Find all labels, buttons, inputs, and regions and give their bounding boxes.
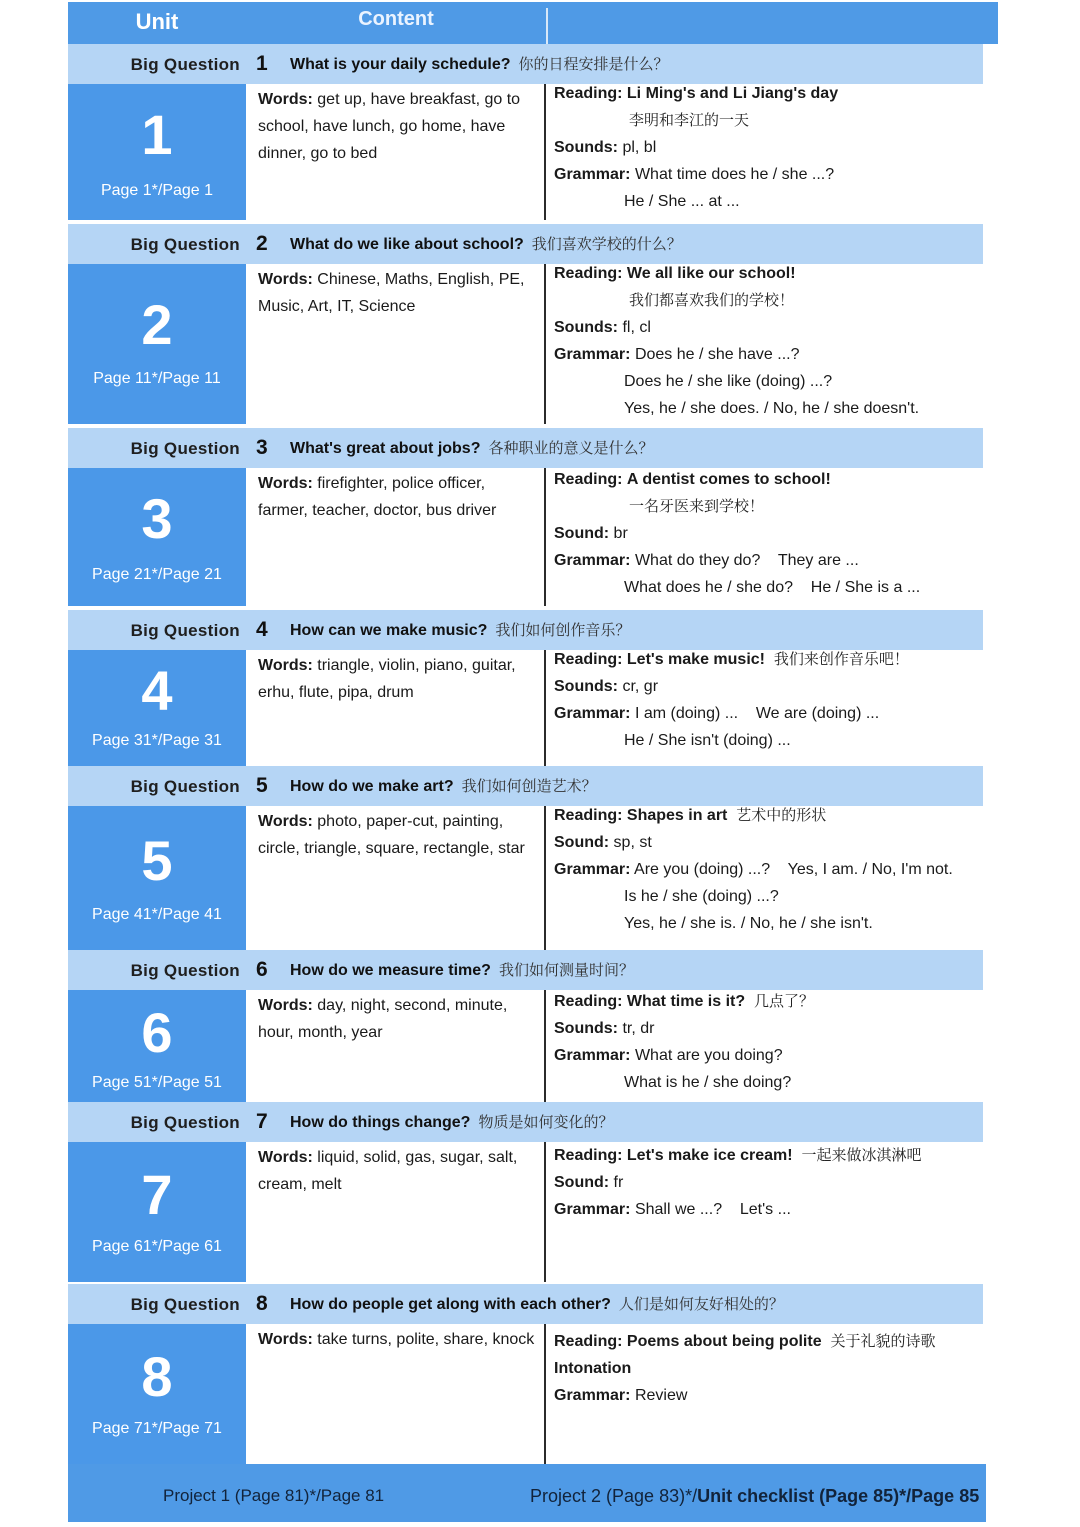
unit-4-block [68, 610, 998, 766]
grammar-line: What do they do? They are ... [634, 552, 859, 569]
unit-number-cell[interactable] [68, 84, 246, 220]
unit-number: 1 [141, 103, 173, 166]
question-zh: 你的日程安排是什么？ [518, 55, 669, 73]
grammar-line: Shall we ...? Let's ... [634, 1201, 791, 1218]
reading-cell [554, 80, 994, 215]
unit-number: 2 [141, 293, 173, 356]
big-question-text [290, 610, 630, 650]
question-number: 4 [256, 618, 268, 641]
header-row [68, 2, 998, 44]
grammar-label: Grammar: [554, 1047, 631, 1064]
sounds-label: Sounds: [554, 319, 618, 336]
unit-number-cell[interactable] [68, 1142, 246, 1282]
big-question-label: Big Question [130, 55, 240, 74]
words-label: Words: [258, 91, 313, 108]
grammar-label: Grammar: [554, 1201, 631, 1218]
big-question-text [290, 1102, 613, 1142]
reading-title-zh: 我们都喜欢我们的学校！ [629, 291, 795, 309]
grammar-line: Yes, he / she is. / No, he / she isn't. [624, 915, 873, 932]
big-question-text [290, 766, 597, 806]
column-divider [544, 84, 546, 220]
sounds-label: Sound: [554, 1174, 610, 1191]
sounds-label: Sounds: [554, 678, 618, 695]
words-list: firefighter, police officer, farmer, teacher, doctor, bus driver [258, 475, 497, 519]
unit-5-block [68, 766, 998, 950]
grammar-line: He / She isn't (doing) ... [624, 732, 791, 749]
grammar-line: Is he / she (doing) ...? [624, 888, 779, 905]
words-label: Words: [258, 1331, 313, 1348]
words-list: triangle, violin, piano, guitar, erhu, flute, pipa, drum [258, 657, 516, 701]
big-question-label: Big Question [130, 621, 240, 640]
unit-number: 5 [141, 829, 173, 892]
words-cell [258, 652, 538, 706]
unit-number: 8 [141, 1345, 173, 1408]
unit-number-cell[interactable] [68, 650, 246, 766]
column-divider [544, 650, 546, 766]
grammar-line: Does he / she like (doing) ...? [624, 373, 833, 390]
unit-number: 7 [141, 1163, 173, 1226]
unit-column-header: Unit [135, 9, 179, 34]
big-question-label: Big Question [130, 777, 240, 796]
words-label: Words: [258, 475, 313, 492]
words-cell [258, 1326, 538, 1353]
page-reference[interactable]: Page 21*/Page 21 [92, 566, 222, 583]
reading-label: Reading: [554, 651, 623, 668]
reading-title-zh: 几点了？ [754, 992, 815, 1010]
project-2-text: Project 2 (Page 83)*/ [530, 1486, 698, 1506]
words-label: Words: [258, 657, 313, 674]
reading-title-zh: 关于礼貌的诗歌 [830, 1332, 936, 1350]
words-list: liquid, solid, gas, sugar, salt, cream, melt [258, 1149, 518, 1193]
grammar-label: Grammar: [554, 705, 631, 722]
sounds-label: Sound: [554, 834, 610, 851]
sounds-value: tr, dr [622, 1020, 655, 1037]
reading-cell [554, 466, 994, 601]
words-list: Chinese, Maths, English, PE, Music, Art, IT, Science [258, 271, 525, 315]
content-column-header: Content [358, 8, 434, 30]
big-question-label: Big Question [130, 235, 240, 254]
big-question-text [290, 224, 682, 264]
reading-title: What time is it? [626, 993, 746, 1010]
grammar-line: He / She ... at ... [624, 193, 740, 210]
reading-cell [554, 802, 994, 937]
words-label: Words: [258, 1149, 313, 1166]
reading-title-zh: 一起来做冰淇淋吧 [801, 1146, 922, 1164]
grammar-line: What are you doing? [634, 1047, 783, 1064]
unit-8-block [68, 1284, 998, 1464]
column-divider [544, 1324, 546, 1464]
words-list: day, night, second, minute, hour, month, year [258, 997, 508, 1041]
big-question-label: Big Question [130, 439, 240, 458]
grammar-label: Grammar: [554, 346, 631, 363]
header-divider [546, 8, 548, 44]
question-number: 6 [256, 958, 268, 981]
words-label: Words: [258, 813, 313, 830]
big-question-label: Big Question [130, 961, 240, 980]
reading-title: Li Ming's and Li Jiang's day [626, 85, 839, 102]
column-divider [544, 806, 546, 950]
words-cell [258, 266, 538, 320]
unit-number: 3 [141, 487, 173, 550]
intonation-label: Intonation [554, 1360, 632, 1377]
reading-title-zh: 一名牙医来到学校！ [629, 497, 765, 515]
grammar-label: Grammar: [554, 861, 631, 878]
grammar-line: What does he / she do? He / She is a ... [624, 579, 921, 596]
sounds-value: fr [613, 1174, 624, 1191]
unit-checklist-text: Unit checklist (Page 85)*/Page 85 [697, 1486, 980, 1506]
reading-label: Reading: [554, 993, 623, 1010]
grammar-line: Yes, he / she does. / No, he / she doesn't. [624, 400, 920, 417]
unit-number-cell[interactable] [68, 264, 246, 424]
words-cell [258, 470, 538, 524]
question-number: 8 [256, 1292, 268, 1315]
words-cell [258, 1144, 538, 1198]
question-number: 2 [256, 232, 268, 255]
grammar-line: Are you (doing) ...? Yes, I am. / No, I'm not. [634, 861, 953, 878]
words-cell [258, 992, 538, 1046]
sounds-value: cr, gr [622, 678, 659, 695]
unit-6-block [68, 950, 998, 1102]
reading-title: Poems about being polite [626, 1333, 822, 1350]
question-en: How can we make music? [290, 622, 488, 639]
words-list: get up, have breakfast, go to school, have lunch, go home, have dinner, go to bed [258, 91, 521, 162]
question-zh: 我们如何创作音乐？ [495, 621, 631, 639]
page-reference[interactable]: Page 61*/Page 61 [92, 1238, 222, 1255]
grammar-line: Review [634, 1387, 688, 1404]
unit-7-block [68, 1102, 998, 1282]
question-number: 3 [256, 436, 268, 459]
column-divider [544, 990, 546, 1102]
unit-number: 6 [141, 1001, 173, 1064]
question-en: What's great about jobs? [290, 440, 481, 457]
question-zh: 我们喜欢学校的什么？ [531, 235, 682, 253]
unit-1-block [68, 44, 998, 220]
page-reference[interactable]: Page 51*/Page 51 [92, 1074, 222, 1091]
page-reference[interactable]: Page 31*/Page 31 [92, 732, 222, 749]
question-zh: 人们是如何友好相处的？ [618, 1295, 784, 1313]
question-en: How do things change? [290, 1114, 471, 1131]
page-reference[interactable]: Page 41*/Page 41 [92, 906, 222, 923]
question-zh: 物质是如何变化的？ [478, 1113, 614, 1131]
reading-cell [554, 988, 994, 1096]
reading-cell [554, 260, 994, 422]
page-reference[interactable]: Page 11*/Page 11 [93, 370, 221, 387]
unit-2-block [68, 224, 998, 424]
reading-title-zh: 我们来创作音乐吧！ [773, 650, 909, 668]
reading-title: We all like our school! [626, 265, 796, 282]
big-question-text [290, 428, 654, 468]
words-label: Words: [258, 271, 313, 288]
grammar-label: Grammar: [554, 166, 631, 183]
grammar-line: What is he / she doing? [624, 1074, 792, 1091]
reading-cell [554, 1142, 994, 1223]
words-list: photo, paper-cut, painting, circle, triangle, square, rectangle, star [258, 813, 525, 857]
unit-number-cell[interactable] [68, 990, 246, 1102]
words-label: Words: [258, 997, 313, 1014]
reading-label: Reading: [554, 1333, 623, 1350]
page-reference[interactable]: Page 71*/Page 71 [92, 1420, 222, 1437]
words-cell [258, 808, 538, 862]
question-en: What do we like about school? [290, 236, 524, 253]
reading-title-zh: 艺术中的形状 [736, 806, 827, 824]
question-zh: 各种职业的意义是什么？ [488, 439, 654, 457]
unit-number-cell[interactable] [68, 806, 246, 950]
question-number: 1 [256, 52, 268, 75]
reading-title: Let's make ice cream! [626, 1147, 793, 1164]
sounds-value: fl, cl [622, 319, 651, 336]
unit-number-cell[interactable] [68, 1324, 246, 1464]
big-question-label: Big Question [130, 1295, 240, 1314]
question-en: How do people get along with each other? [290, 1296, 611, 1313]
question-number: 5 [256, 774, 268, 797]
grammar-line: Does he / she have ...? [634, 346, 800, 363]
unit-3-block [68, 428, 998, 606]
question-zh: 我们如何创造艺术？ [461, 777, 597, 795]
reading-cell [554, 646, 994, 754]
question-number: 7 [256, 1110, 268, 1133]
words-list: take turns, polite, share, knock [317, 1331, 535, 1348]
big-question-text [290, 950, 634, 990]
grammar-line: What time does he / she ...? [634, 166, 835, 183]
reading-title: Shapes in art [626, 807, 728, 824]
big-question-text [290, 1284, 784, 1324]
column-divider [544, 264, 546, 424]
column-divider [544, 468, 546, 606]
reading-label: Reading: [554, 265, 623, 282]
reading-label: Reading: [554, 807, 623, 824]
unit-number-cell[interactable] [68, 468, 246, 606]
sounds-label: Sounds: [554, 139, 618, 156]
grammar-label: Grammar: [554, 1387, 631, 1404]
sounds-label: Sound: [554, 525, 610, 542]
words-cell [258, 86, 538, 167]
sounds-value: pl, bl [622, 139, 657, 156]
reading-title-zh: 李明和李江的一天 [629, 111, 750, 129]
unit-number: 4 [141, 659, 173, 722]
page-reference[interactable]: Page 1*/Page 1 [100, 182, 214, 199]
grammar-line: I am (doing) ... We are (doing) ... [634, 705, 880, 722]
reading-label: Reading: [554, 85, 623, 102]
reading-cell [554, 1328, 994, 1409]
question-en: What is your daily schedule? [290, 56, 511, 73]
reading-label: Reading: [554, 1147, 623, 1164]
sounds-label: Sounds: [554, 1020, 618, 1037]
grammar-label: Grammar: [554, 552, 631, 569]
question-en: How do we make art? [290, 778, 454, 795]
project-1-link[interactable]: Project 1 (Page 81)*/Page 81 [163, 1486, 385, 1505]
reading-title: A dentist comes to school! [626, 471, 831, 488]
project-2-link[interactable] [530, 1486, 979, 1507]
contents-page [68, 2, 998, 1524]
big-question-label: Big Question [130, 1113, 240, 1132]
reading-label: Reading: [554, 471, 623, 488]
column-divider [544, 1142, 546, 1282]
sounds-value: br [613, 525, 628, 542]
question-zh: 我们如何测量时间？ [498, 961, 634, 979]
question-en: How do we measure time? [290, 962, 491, 979]
big-question-text [290, 44, 669, 84]
sounds-value: sp, st [613, 834, 652, 851]
reading-title: Let's make music! [626, 651, 765, 668]
